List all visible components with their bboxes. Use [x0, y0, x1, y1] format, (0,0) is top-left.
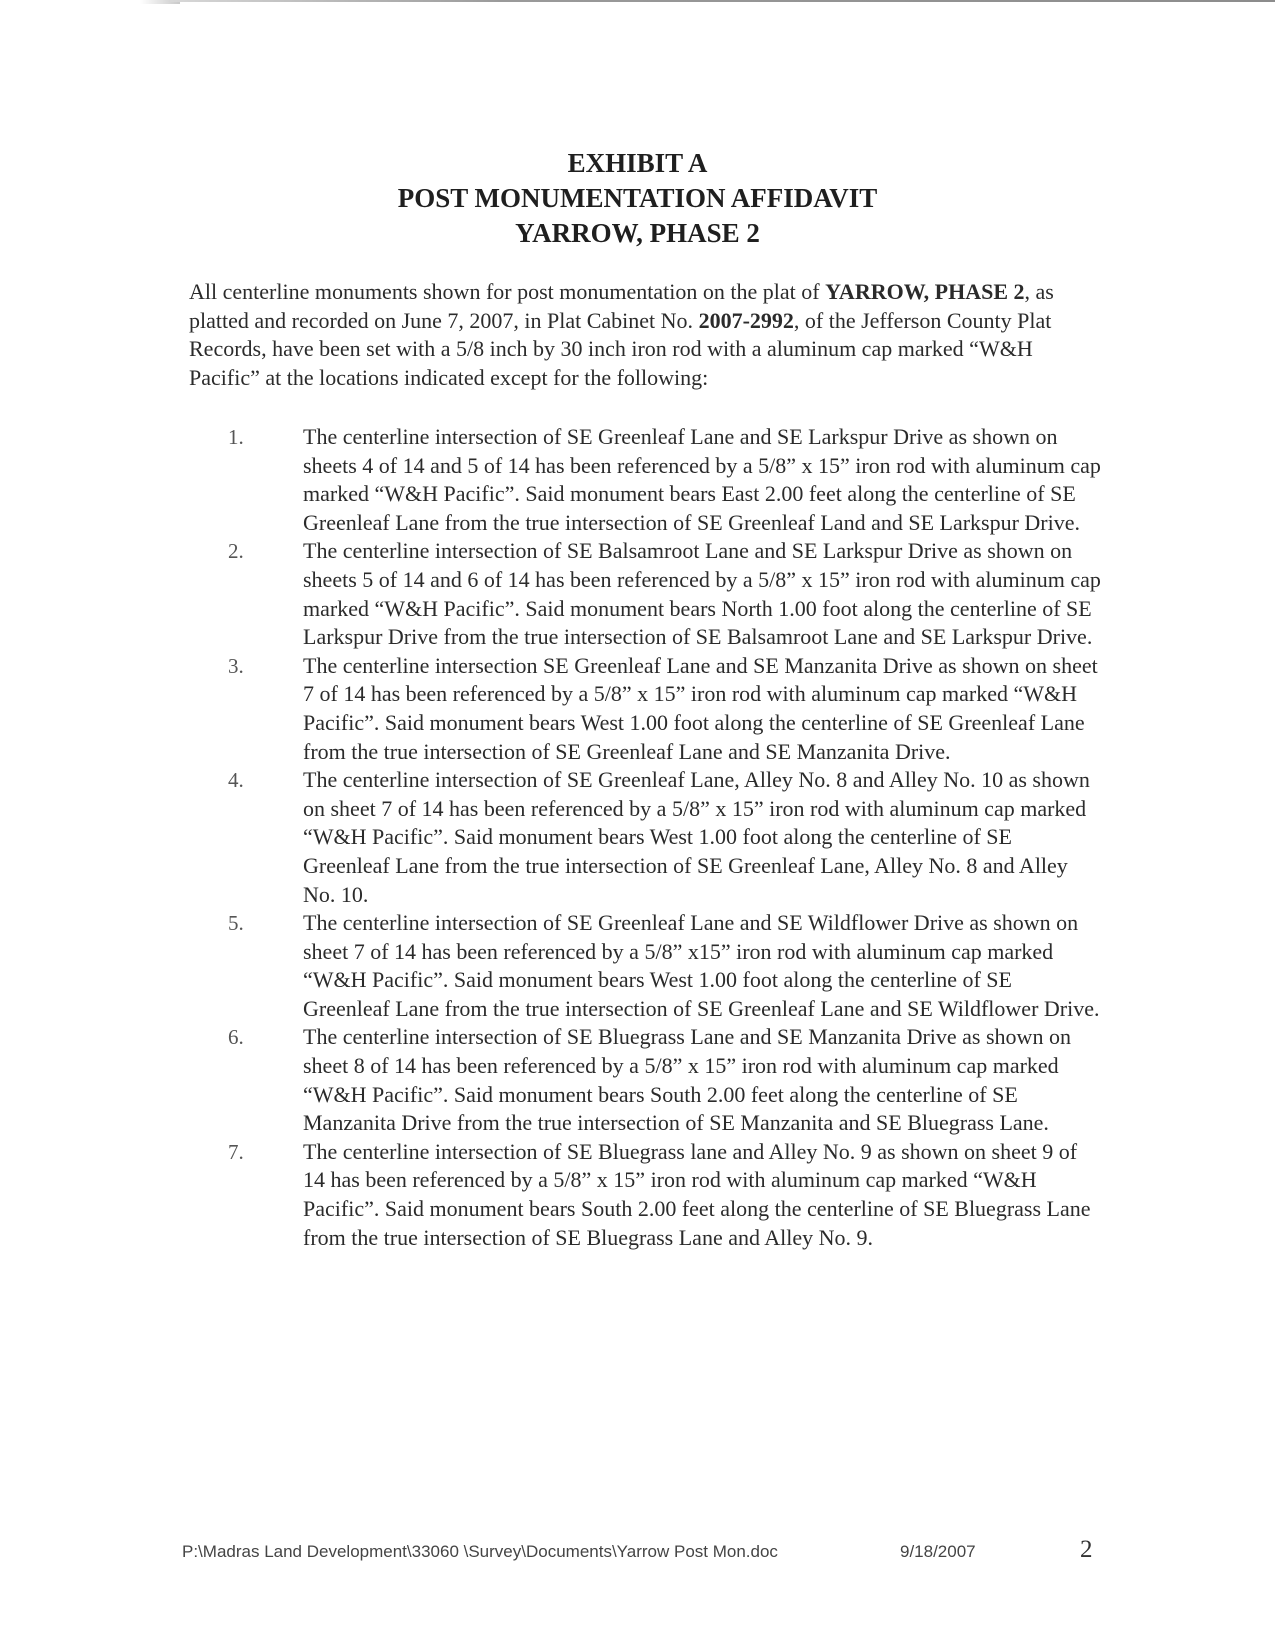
item-number: 6. [228, 1025, 244, 1050]
intro-paragraph [189, 278, 1094, 392]
intro-text-2: , as platted and recorded on June 7, 2007, in Plat Cabinet No. [189, 279, 1054, 333]
item-text: The centerline intersection of SE Bluegrass Lane and SE Manzanita Drive as shown on sheet 8 of 14 has been referenced by a 5/8” x 15” iron rod with aluminum cap marked “W&H Pacific”. Said monument bears South 2.00 feet along the centerline of SE Manzanita Drive from the true intersection of SE Manzanita and SE Bluegrass Lane. [303, 1024, 1071, 1136]
item-text: The centerline intersection of SE Bluegrass lane and Alley No. 9 as shown on sheet 9 of 14 has been referenced by a 5/8” x 15” iron rod with aluminum cap marked “W&H Pacific”. Said monument bears South 2.00 feet along the centerline of SE Bluegrass Lane from the true intersection of SE Bluegrass Lane and Alley No. 9. [303, 1138, 1091, 1250]
footer-file-path: P:\Madras Land Development\33060 \Survey\Documents\Yarrow Post Mon.doc [182, 1542, 778, 1561]
item-number: 5. [228, 911, 244, 936]
intro-text-1: All centerline monuments shown for post monumentation on the plat of [189, 279, 826, 304]
item-number: 7. [228, 1139, 244, 1164]
document-title [0, 146, 1275, 251]
item-number: 1. [228, 425, 244, 449]
list-item [0, 652, 1275, 766]
item-number: 2. [228, 539, 244, 564]
list-item [0, 1138, 1275, 1252]
footer-date: 9/18/2007 [900, 1542, 976, 1561]
list-item [0, 909, 1275, 1023]
list-item [0, 1023, 1275, 1137]
exception-list [0, 423, 1275, 1252]
page-number: 2 [1080, 1536, 1093, 1563]
item-text: The centerline intersection of SE Greenleaf Lane and SE Wildflower Drive as shown on sheet 7 of 14 has been referenced by a 5/8” x15” iron rod with aluminum cap marked “W&H Pacific”. Said monument bears West 1.00 foot along the centerline of SE Greenleaf Lane from the true intersection of SE Greenleaf Lane and SE Wildflower Drive. [303, 910, 1100, 1021]
item-text: The centerline intersection SE Greenleaf Lane and SE Manzanita Drive as shown on sheet 7 of 14 has been referenced by a 5/8” x 15” iron rod with aluminum cap marked “W&H Pacific”. Said monument bears West 1.00 foot along the centerline of SE Greenleaf Lane from the true intersection of SE Greenleaf Lane and SE Manzanita Drive. [303, 652, 1098, 764]
list-item [0, 766, 1275, 909]
scan-top-edge [170, 0, 1275, 2]
intro-plat-name: YARROW, PHASE 2 [825, 279, 1025, 304]
item-text: The centerline intersection of SE Balsamroot Lane and SE Larkspur Drive as shown on sheets 5 of 14 and 6 of 14 has been referenced by a 5/8” x 15” iron rod with aluminum cap marked “W&H Pacific”. Said monument bears North 1.00 foot along the centerline of SE Larkspur Drive from the true intersection of SE Balsamroot Lane and SE Larkspur Drive. [303, 538, 1101, 650]
item-text: The centerline intersection of SE Greenleaf Lane, Alley No. 8 and Alley No. 10 as shown on sheet 7 of 14 has been referenced by a 5/8” x 15” iron rod with aluminum cap marked “W&H Pacific”. Said monument bears West 1.00 foot along the centerline of SE Greenleaf Lane from the true intersection of SE Greenleaf Lane, Alley No. 8 and Alley No. 10. [303, 767, 1090, 907]
title-affidavit: POST MONUMENTATION AFFIDAVIT [397, 183, 878, 213]
title-exhibit: EXHIBIT A [567, 148, 708, 178]
item-text: The centerline intersection of SE Greenleaf Lane and SE Larkspur Drive as shown on sheets 4 of 14 and 5 of 14 has been referenced by a 5/8” x 15” iron rod with aluminum cap marked “W&H Pacific”. Said monument bears East 2.00 feet along the centerline of SE Greenleaf Lane from the true intersection of SE Greenleaf Land and SE Larkspur Drive. [303, 424, 1101, 535]
list-item [0, 423, 1275, 537]
item-number: 3. [228, 653, 244, 678]
item-number: 4. [228, 768, 244, 793]
title-project: YARROW, PHASE 2 [515, 218, 760, 248]
list-item [0, 537, 1275, 651]
intro-cabinet-number: 2007-2992 [698, 307, 794, 333]
intro-text-3: , of the Jefferson County Plat Records, have been set with a 5/8 inch by 30 inch iron rod with a aluminum cap marked “W&H Pacific” at the locations indicated except for the following: [189, 307, 1052, 390]
